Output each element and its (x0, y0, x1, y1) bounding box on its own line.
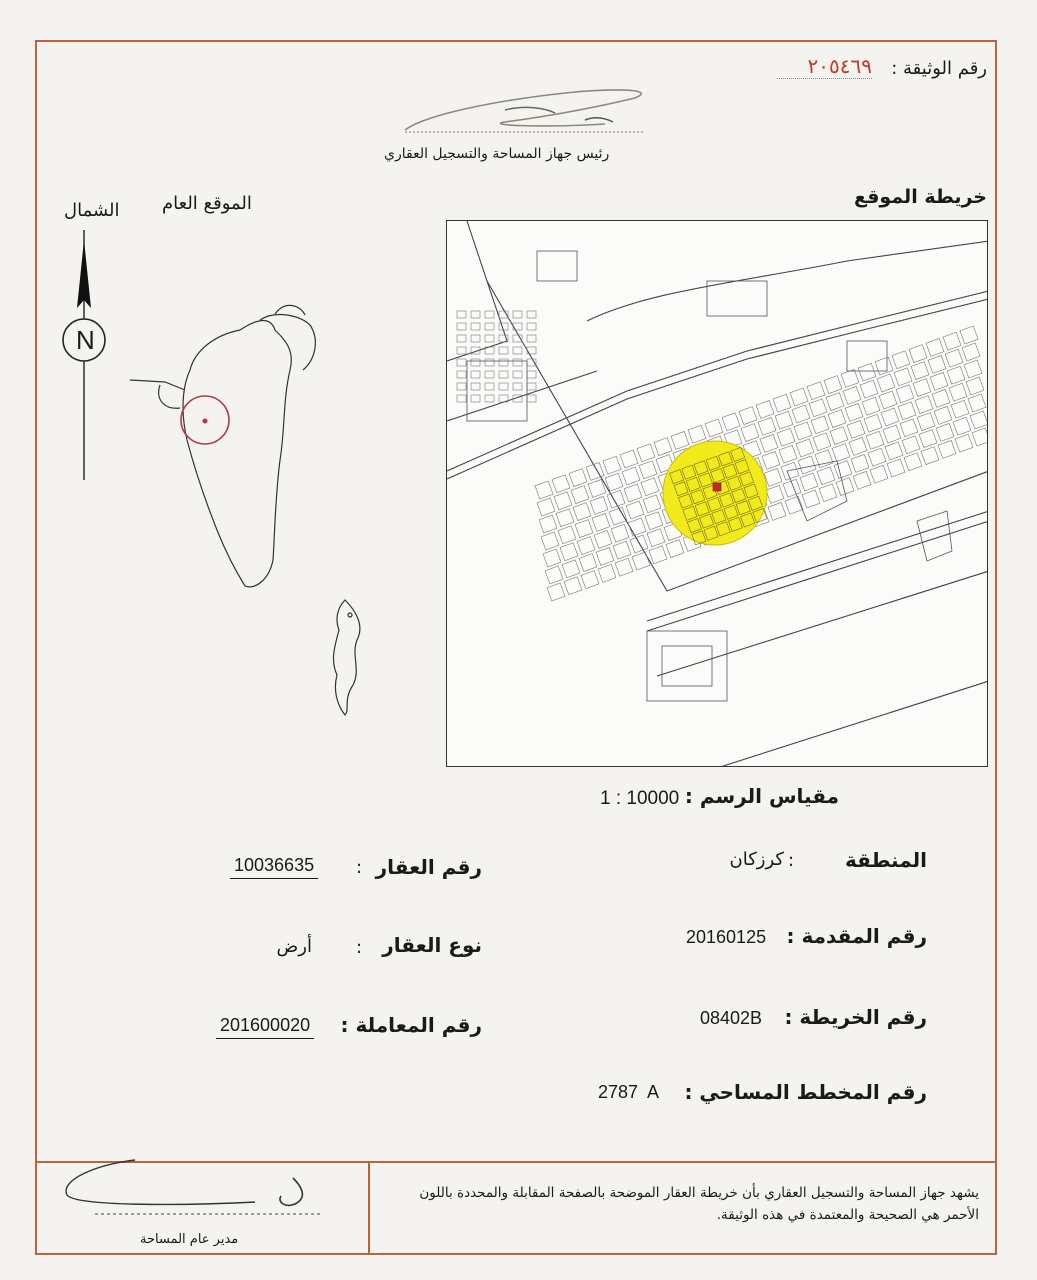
map-no-label: رقم الخريطة : (784, 1005, 927, 1029)
transaction-no-value: 201600020 (216, 1015, 314, 1039)
survey-plan-label: رقم المخطط المساحي : (684, 1080, 927, 1104)
property-no-label: رقم العقار (375, 855, 482, 879)
surveyor-title: مدير عام المساحة (140, 1232, 239, 1247)
scale-value: 1 : 10000 (600, 788, 680, 809)
general-location-title: الموقع العام (162, 193, 252, 214)
certification-text: يشهد جهاز المساحة والتسجيل العقاري بأن خريطة العقار الموضحة بالصفحة المقابلة والمحددة باللون الأحمر هي الصحيحة والمعتمدة في هذه الوثيقة. (419, 1185, 979, 1223)
region-colon: : (788, 850, 795, 871)
survey-plan-value: 2787 A (598, 1082, 660, 1102)
north-letter: N (76, 325, 95, 355)
region-value: كرزكان (729, 849, 784, 869)
document-frame (35, 40, 997, 1255)
footer-divider (368, 1163, 370, 1253)
doc-number-label: رقم الوثيقة : (891, 58, 987, 79)
site-map-title: خريطة الموقع (853, 186, 987, 208)
chief-title: رئيس جهاز المساحة والتسجيل العقاري (384, 146, 610, 162)
transaction-no-label: رقم المعاملة : (340, 1013, 482, 1037)
map-no-value: 08402B (700, 1008, 763, 1028)
scale-label: مقياس الرسم : (684, 784, 839, 808)
doc-number-value: ٢٠٥٤٦٩ (777, 54, 872, 79)
property-type-colon: : (356, 937, 363, 958)
north-title: الشمال (64, 200, 120, 221)
property-type-value: أرض (276, 936, 312, 956)
property-no-value: 10036635 (230, 855, 318, 879)
property-type-label: نوع العقار (382, 933, 482, 957)
application-no-value: 20160125 (686, 927, 767, 947)
region-label: المنطقة (845, 848, 927, 872)
application-no-label: رقم المقدمة : (786, 924, 927, 948)
surveyor-signature (55, 1140, 335, 1220)
property-no-colon: : (356, 857, 363, 878)
